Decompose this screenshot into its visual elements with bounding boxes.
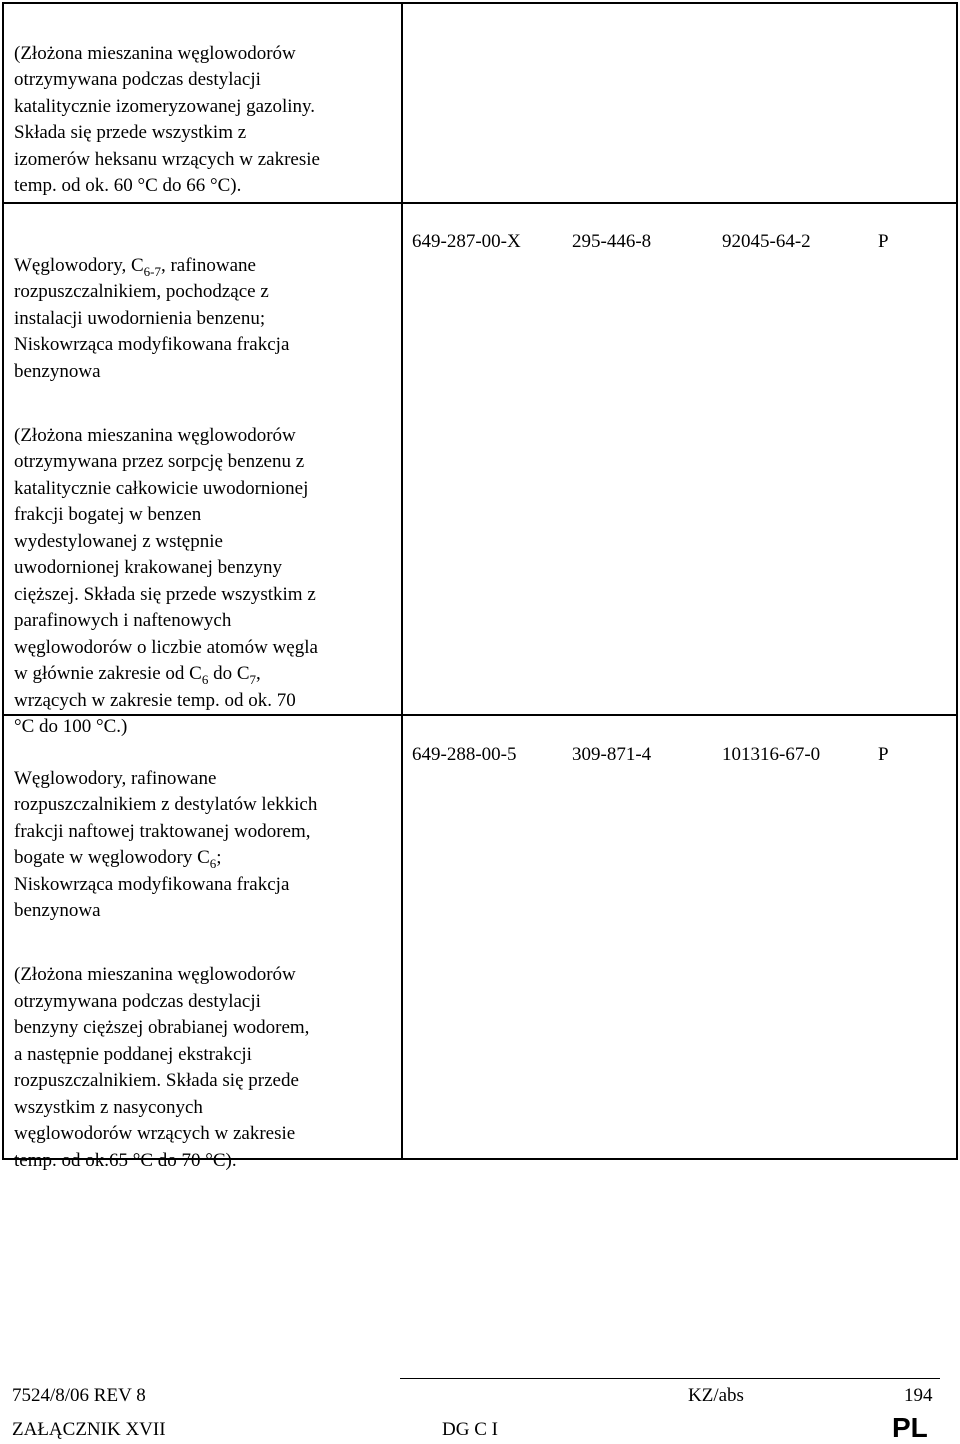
row-2-paragraph-1: Węglowodory, $C_{6-7}$, rafinowane rozpuszczalnikiem, pochodzące z instalacji uwodornienia benzenu; Niskowrząca modyfikowana frakcja benzynowa xyxy=(14,254,290,382)
row-2-ec-number: 295-446-8 xyxy=(572,231,652,252)
footer-initials: KZ/abs xyxy=(688,1385,744,1406)
row-3-index-number: 649-288-00-5 xyxy=(412,744,517,765)
row-1-description xyxy=(14,14,320,226)
row-2-description xyxy=(14,226,318,767)
row-2-note: P xyxy=(878,231,889,252)
footer-page-number: 194 xyxy=(904,1385,933,1406)
row-2-paragraph-2: (Złożona mieszanina węglowodorów otrzymywana przez sorpcję benzenu z katalitycznie całkowicie uwodornionej frakcji bogatej w benzen wydestylowanej z wstępnie uwodornionej krakowanej benzyny cięższej. Składa się przede wszystkim z parafinowych i naftenowych węglowodorów o liczbie atomów węgla w głównie zakresie od $C_6$ do $C_7$, wrzących w zakresie temp. od ok. 70 °C do 100 °C.) xyxy=(14,424,318,737)
footer-dg: DG C I xyxy=(442,1419,498,1440)
substance-table xyxy=(2,2,958,1171)
row-3-paragraph-1: Węglowodory, rafinowane rozpuszczalnikiem z destylatów lekkich frakcji naftowej traktowanej wodorem, bogate w węglowodory $C_6$; Niskowrząca modyfikowana frakcja benzynowa xyxy=(14,767,318,921)
row-3-cas-number: 101316-67-0 xyxy=(722,744,821,765)
row-2-index-number: 649-287-00-X xyxy=(412,231,521,252)
footer-language-code: PL xyxy=(892,1412,928,1443)
footer-annex: ZAŁĄCZNIK XVII xyxy=(12,1419,166,1440)
row-3-ec-number: 309-871-4 xyxy=(572,744,652,765)
row-2-cas-number: 92045-64-2 xyxy=(722,231,811,252)
column-divider xyxy=(401,4,403,1158)
row-3-note: P xyxy=(878,744,889,765)
row-3-description xyxy=(14,739,317,1201)
row-1-paragraph-1: (Złożona mieszanina węglowodorów otrzymywana podczas destylacji katalitycznie izomeryzowanej gazoliny. Składa się przede wszystkim z izomerów heksanu wrzących w zakresie temp. od ok. 60 °C do 66 °C). xyxy=(14,42,320,196)
row-3-paragraph-2: (Złożona mieszanina węglowodorów otrzymywana podczas destylacji benzyny cięższej obrabianej wodorem, a następnie poddanej ekstrakcji rozpuszczalnikiem. Składa się przede wszystkim z nasyconych węglowodorów wrzących w zakresie temp. od ok.65 °C do 70 °C). xyxy=(14,964,310,1171)
footer-doc-ref: 7524/8/06 REV 8 xyxy=(12,1385,146,1406)
footer-rule xyxy=(400,1378,940,1379)
